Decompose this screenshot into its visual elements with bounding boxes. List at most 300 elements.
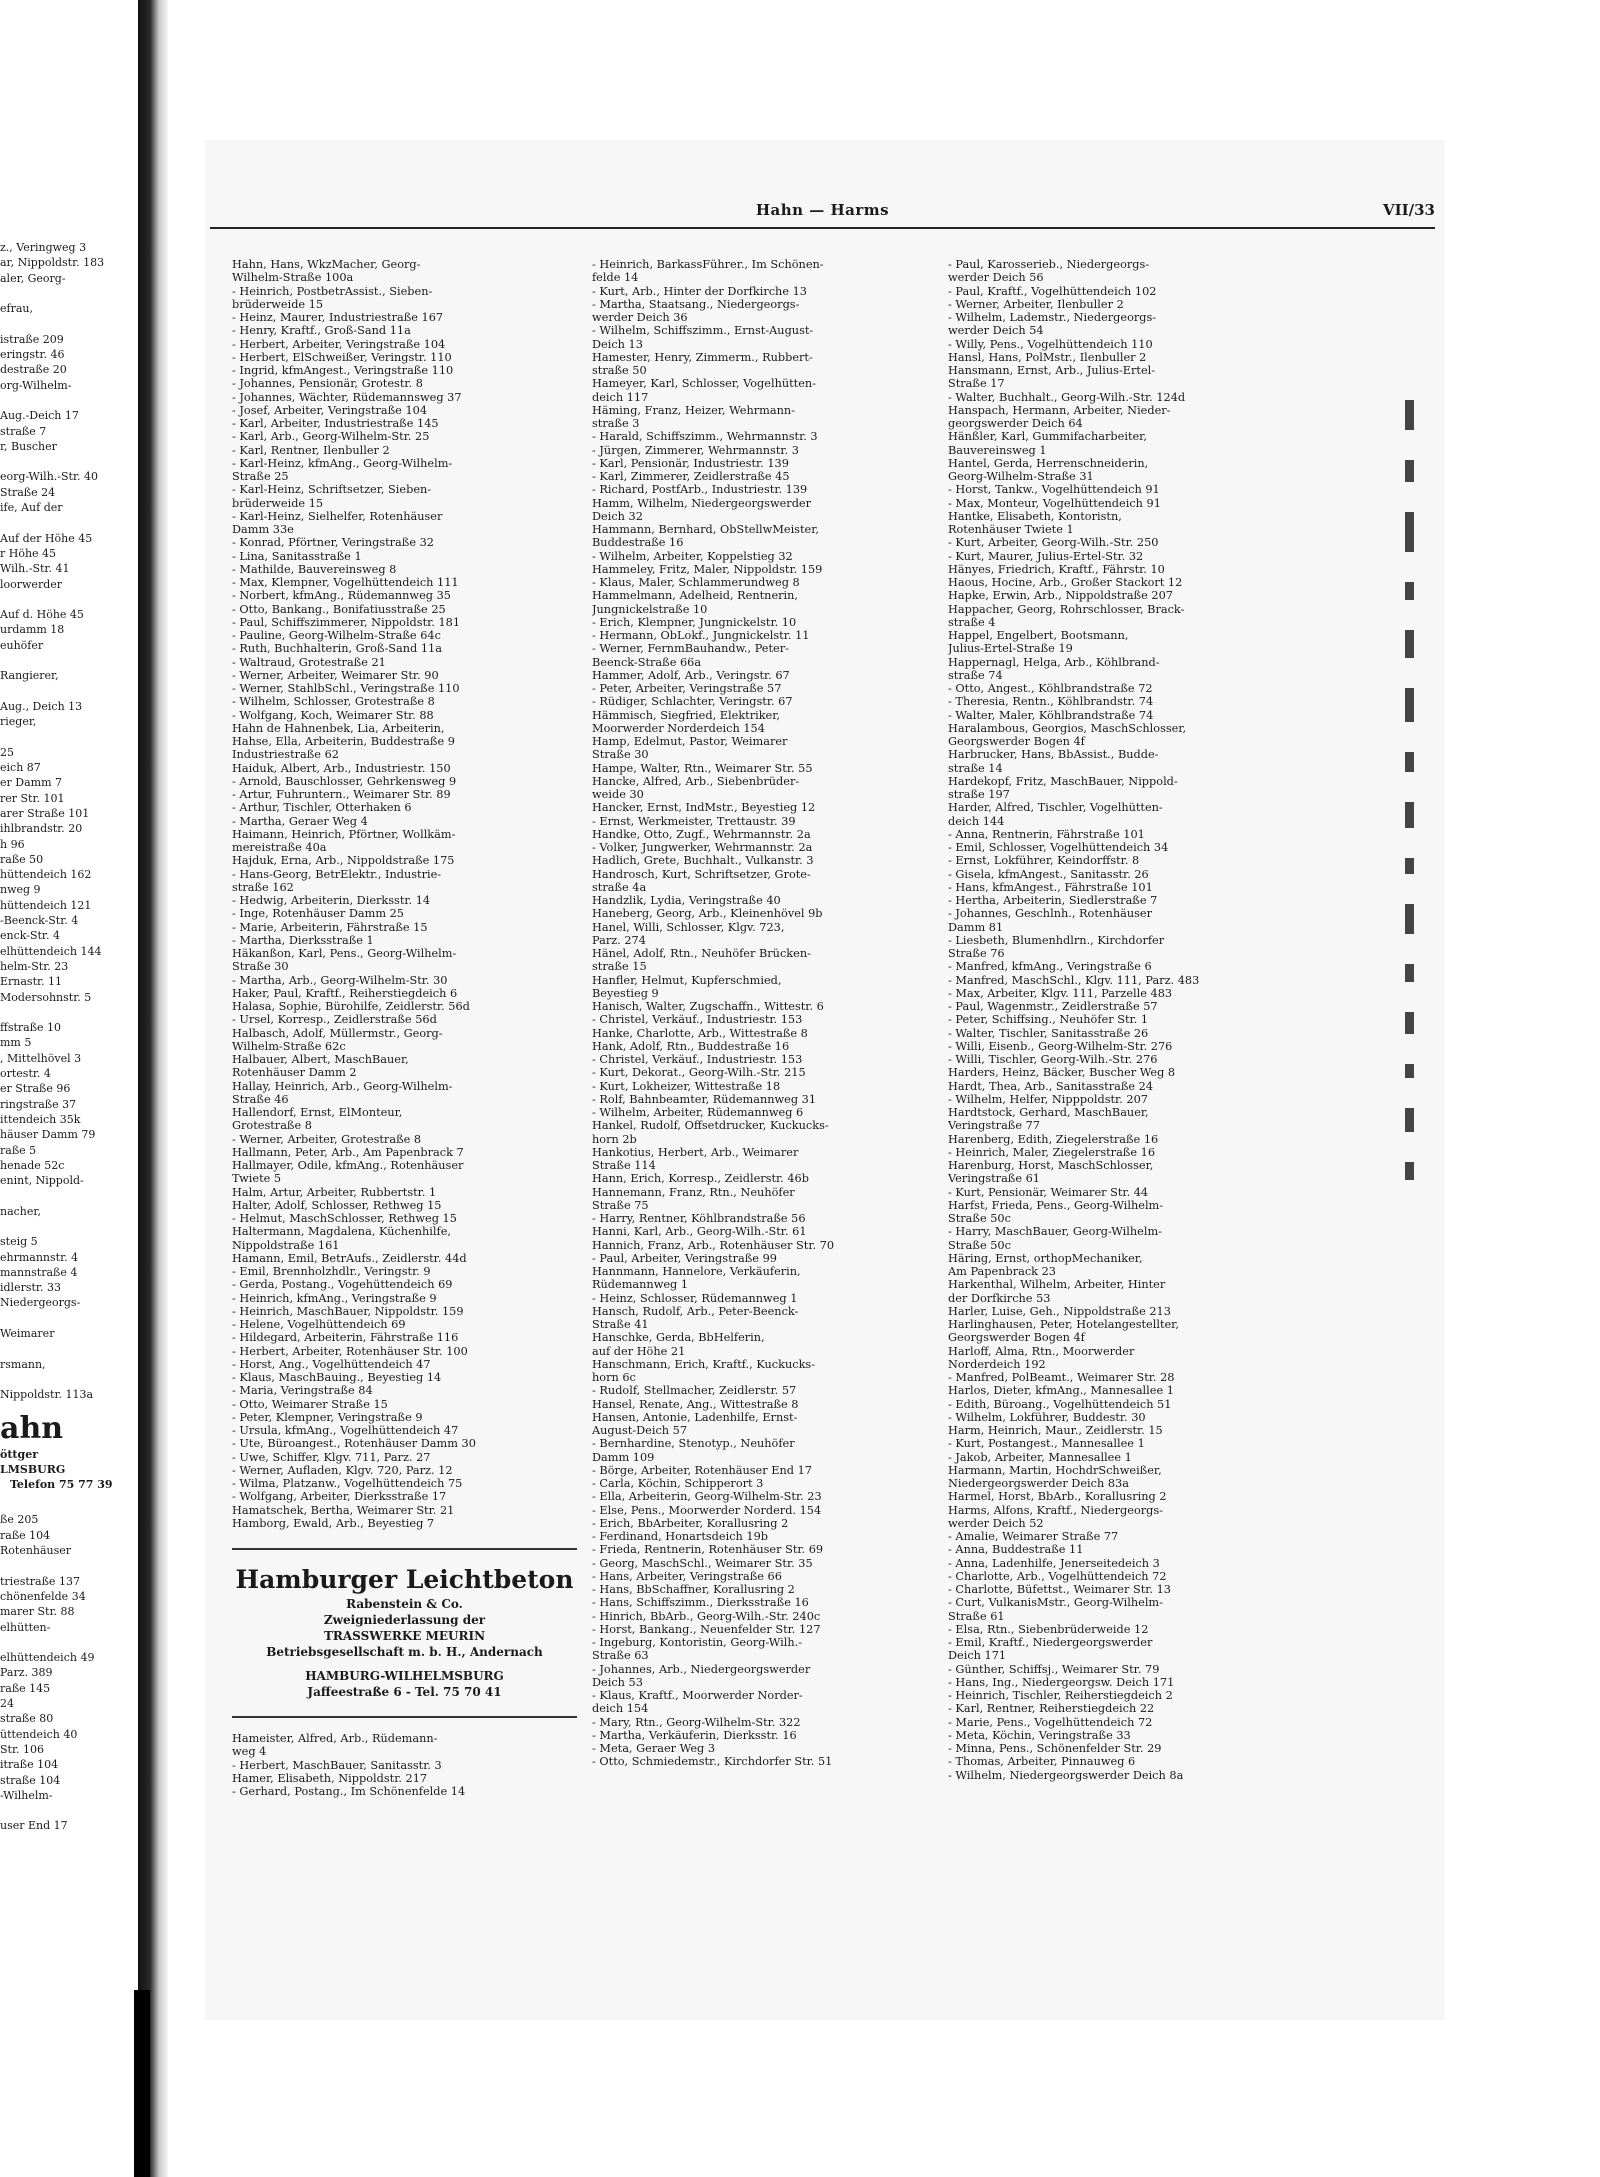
directory-entry: Hanke, Charlotte, Arb., Wittestraße 8 <box>592 1026 808 1040</box>
directory-entry: - Georg, MaschSchl., Weimarer Str. 35 <box>592 1556 813 1570</box>
directory-entry: - Paul, Schiffszimmerer, Nippoldstr. 181 <box>232 615 461 629</box>
directory-entry: Straße 61 <box>948 1609 1005 1623</box>
left-page-line: -Wilhelm- <box>0 1788 53 1802</box>
directory-entry: - Ella, Arbeiterin, Georg-Wilhelm-Str. 23 <box>592 1490 822 1504</box>
directory-entry: - Ruth, Buchhalterin, Groß-Sand 11a <box>232 642 442 656</box>
directory-entry: - Meta, Köchin, Veringstraße 33 <box>948 1728 1131 1742</box>
directory-entry: Hapke, Erwin, Arb., Nippoldstraße 207 <box>948 589 1173 603</box>
left-page-line: straße 7 <box>0 424 47 438</box>
directory-entry: werder Deich 54 <box>948 324 1044 338</box>
directory-entry: auf der Höhe 21 <box>592 1344 686 1358</box>
left-page-line: mannstraße 4 <box>0 1265 78 1279</box>
directory-entry: Hamann, Emil, BetrAufs., Zeidlerstr. 44d <box>232 1251 467 1265</box>
left-page-line: ihlbrandstr. 20 <box>0 822 83 836</box>
left-page-line: ar, Nippoldstr. 183 <box>0 256 105 270</box>
directory-entry: Wilhelm-Straße 100a <box>232 271 354 285</box>
directory-entry: - Konrad, Pförtner, Veringstraße 32 <box>232 536 434 550</box>
directory-entry: Georgswerder Bogen 4f <box>948 735 1085 748</box>
directory-entry: - Gerhard, Postang., Im Schönenfelde 14 <box>232 1785 466 1798</box>
directory-entry: Veringstraße 77 <box>948 1119 1040 1133</box>
directory-entry: - Manfred, PolBeamt., Weimarer Str. 28 <box>948 1371 1175 1384</box>
directory-entry: - Kurt, Arb., Hinter der Dorfkirche 13 <box>592 284 807 298</box>
directory-entry: Handke, Otto, Zugf., Wehrmannstr. 2a <box>592 827 811 841</box>
directory-entry: - Hans, Arbeiter, Veringstraße 66 <box>592 1569 782 1583</box>
directory-entry: Halter, Adolf, Schlosser, Rethweg 15 <box>232 1198 442 1212</box>
left-page-line: Wilh.-Str. 41 <box>0 562 70 576</box>
left-page-line: Auf der Höhe 45 <box>0 531 93 545</box>
directory-entry: felde 14 <box>592 271 639 285</box>
directory-entry: - Kurt, Postangest., Mannesallee 1 <box>948 1437 1145 1451</box>
directory-entry: - Kurt, Dekorat., Georg-Wilh.-Str. 215 <box>592 1066 806 1080</box>
directory-entry: Hardekopf, Fritz, MaschBauer, Nippold- <box>948 774 1178 788</box>
directory-entry: - Werner, StahlbSchl., Veringstraße 110 <box>232 682 460 695</box>
directory-entry: Harkenthal, Wilhelm, Arbeiter, Hinter <box>948 1278 1166 1292</box>
directory-entry: - Wilhelm, Arbeiter, Rüdemannweg 6 <box>592 1106 804 1119</box>
directory-entry: Deich 32 <box>592 509 643 523</box>
directory-entry: Haneberg, Georg, Arb., Kleinenhövel 9b <box>592 907 823 921</box>
directory-entry: der Dorfkirche 53 <box>948 1291 1051 1305</box>
directory-entry: - Martha, Dierksstraße 1 <box>232 933 374 947</box>
directory-entry: - Meta, Geraer Weg 3 <box>592 1742 716 1755</box>
directory-entry: - Wilhelm, Schiffszimm., Ernst-August- <box>592 324 814 338</box>
left-page-line: eich 87 <box>0 761 41 775</box>
directory-entry: - Karl, Rentner, Ilenbuller 2 <box>232 443 390 457</box>
directory-entry: - Wilhelm, Lademstr., Niedergeorgs- <box>948 311 1157 324</box>
directory-entry: Hansmann, Ernst, Arb., Julius-Ertel- <box>948 364 1156 377</box>
directory-entry: - Wilhelm, Helfer, Nipppoldstr. 207 <box>948 1092 1148 1106</box>
directory-entry: - Hertha, Arbeiterin, Siedlerstraße 7 <box>948 894 1158 907</box>
directory-entry: - Curt, VulkanisMstr., Georg-Wilhelm- <box>948 1596 1163 1610</box>
directory-entry: deich 144 <box>948 814 1005 828</box>
left-page-line: raße 50 <box>0 852 44 866</box>
directory-entry: - Heinrich, Tischler, Reiherstiegdeich 2 <box>948 1689 1173 1702</box>
directory-entry: Harler, Luise, Geh., Nippoldstraße 213 <box>948 1304 1171 1318</box>
directory-entry: Grotestraße 8 <box>232 1119 312 1133</box>
left-page-line: ringstraße 37 <box>0 1097 77 1111</box>
directory-entry: - Anna, Ladenhilfe, Jenerseitedeich 3 <box>948 1556 1160 1570</box>
directory-entry: Hansch, Rudolf, Arb., Peter-Beenck- <box>592 1304 799 1318</box>
directory-entry: - Marie, Arbeiterin, Fährstraße 15 <box>232 920 428 934</box>
left-page-line: arer Straße 101 <box>0 806 90 820</box>
left-page-line: ehrmannstr. 4 <box>0 1250 79 1264</box>
directory-entry: - Paul, Arbeiter, Veringstraße 99 <box>592 1251 777 1265</box>
header-rule <box>210 227 1435 229</box>
page-title: Hahn — Harms <box>755 201 890 219</box>
directory-entry: - Charlotte, Arb., Vogelhüttendeich 72 <box>948 1569 1167 1583</box>
left-page-line: helm-Str. 23 <box>0 959 69 973</box>
left-page-line: Rotenhäuser <box>0 1544 72 1558</box>
directory-entry: - Ferdinand, Honartsdeich 19b <box>592 1530 768 1543</box>
left-page-line: idlerstr. 33 <box>0 1281 61 1295</box>
directory-entry: - Otto, Weimarer Straße 15 <box>232 1397 388 1411</box>
directory-entry: Haralambous, Georgios, MaschSchlosser, <box>948 721 1187 735</box>
page-edge-marks <box>1405 400 1419 1980</box>
directory-entry: - Ingeburg, Kontoristin, Georg-Wilh.- <box>592 1636 803 1649</box>
directory-entry: - Amalie, Weimarer Straße 77 <box>948 1530 1119 1543</box>
directory-entry: - Karl, Arb., Georg-Wilhelm-Str. 25 <box>232 430 430 444</box>
directory-entry: - Johannes, Geschlnh., Rotenhäuser <box>948 907 1152 921</box>
directory-entry: Damm 109 <box>592 1450 655 1464</box>
directory-entry: - Mary, Rtn., Georg-Wilhelm-Str. 322 <box>592 1715 801 1729</box>
directory-entry: Norderdeich 192 <box>948 1357 1046 1371</box>
directory-entry: Harm, Heinrich, Maur., Zeidlerstr. 15 <box>948 1424 1163 1437</box>
directory-entry: Harmel, Horst, BbArb., Korallusring 2 <box>948 1490 1167 1504</box>
directory-entry: - Werner, Arbeiter, Grotestraße 8 <box>232 1132 422 1146</box>
left-page-line <box>0 454 132 469</box>
directory-entry: - Hermann, ObLokf., Jungnickelstr. 11 <box>592 629 810 642</box>
directory-entry: Deich 53 <box>592 1675 643 1689</box>
directory-entry: mereistraße 40a <box>232 841 327 854</box>
directory-entry: Hänßler, Karl, Gummifacharbeiter, <box>948 430 1147 444</box>
directory-entry: Halbasch, Adolf, Müllermstr., Georg- <box>232 1026 443 1040</box>
left-page-line: nacher, <box>0 1204 41 1218</box>
directory-entry: - Herbert, ElSchweißer, Veringstr. 110 <box>232 350 452 364</box>
left-page-line: elhütten- <box>0 1620 51 1634</box>
left-page-line: -Beenck-Str. 4 <box>0 914 79 928</box>
directory-entry: Halbauer, Albert, MaschBauer, <box>232 1053 409 1066</box>
directory-entry: Hantel, Gerda, Herrenschneiderin, <box>948 456 1149 470</box>
directory-entry: - Karl, Pensionär, Industriestr. 139 <box>592 456 789 470</box>
directory-entry: Hanni, Karl, Arb., Georg-Wilh.-Str. 61 <box>592 1225 807 1239</box>
directory-entry: - Karl, Rentner, Reiherstiegdeich 22 <box>948 1702 1155 1716</box>
directory-entry: - Maria, Veringstraße 84 <box>232 1384 373 1398</box>
left-page-line: häuser Damm 79 <box>0 1128 96 1142</box>
directory-entry: Häming, Franz, Heizer, Wehrmann- <box>592 403 795 417</box>
running-header <box>210 195 1435 225</box>
directory-entry: Rotenhäuser Damm 2 <box>232 1066 357 1080</box>
directory-entry: - Klaus, Kraftf., Moorwerder Norder- <box>592 1689 803 1702</box>
directory-entry: - Walter, Maler, Köhlbrandstraße 74 <box>948 708 1154 722</box>
directory-entry: straße 4 <box>948 615 996 629</box>
directory-entry: - Herbert, Arbeiter, Rotenhäuser Str. 100 <box>232 1344 468 1358</box>
directory-entry: - Martha, Staatsang., Niedergeorgs- <box>592 297 800 311</box>
directory-entry: - Rüdiger, Schlachter, Veringstr. 67 <box>592 695 793 709</box>
directory-entry: Hardtstock, Gerhard, MaschBauer, <box>948 1106 1149 1119</box>
directory-entry: straße 74 <box>948 668 1003 682</box>
left-page-line <box>0 1372 132 1387</box>
left-page-line: , Mittelhövel 3 <box>0 1051 82 1065</box>
directory-entry: - Klaus, MaschBauing., Beyestieg 14 <box>232 1371 442 1384</box>
left-page-line: urdamm 18 <box>0 623 65 637</box>
left-page-tail <box>0 1512 132 1833</box>
directory-entry: - Manfred, MaschSchl., Klgv. 111, Parz. 483 <box>948 973 1200 987</box>
book-spine <box>138 0 168 2177</box>
directory-entry: Hadlich, Grete, Buchhalt., Vulkanstr. 3 <box>592 854 814 868</box>
directory-entry: - Heinrich, BarkassFührer., Im Schönen- <box>592 258 824 271</box>
left-page-line: Parz. 389 <box>0 1666 53 1680</box>
directory-entry: Am Papenbrack 23 <box>948 1265 1056 1278</box>
directory-entry: - Jürgen, Zimmerer, Wehrmannstr. 3 <box>592 443 799 457</box>
directory-entry: Hammann, Bernhard, ObStellwMeister, <box>592 523 819 536</box>
left-page-line: destraße 20 <box>0 363 67 377</box>
left-page-line: Modersohnstr. 5 <box>0 990 92 1004</box>
directory-entry: - Johannes, Arb., Niedergeorgswerder <box>592 1662 811 1676</box>
directory-entry: - Rolf, Bahnbeamter, Rüdemannweg 31 <box>592 1092 817 1106</box>
left-page-line: ittendeich 35k <box>0 1112 81 1126</box>
left-page-line: Straße 24 <box>0 485 56 499</box>
left-page-line: Str. 106 <box>0 1742 44 1756</box>
left-page-line: 24 <box>0 1697 14 1711</box>
left-page-line: marer Str. 88 <box>0 1605 75 1619</box>
directory-entry: Straße 50c <box>948 1212 1011 1225</box>
left-page-line <box>0 1558 132 1573</box>
directory-entry: Straße 75 <box>592 1198 649 1212</box>
directory-entry: Harlinghausen, Peter, Hotelangestellter, <box>948 1318 1179 1331</box>
directory-entry: Hanspach, Hermann, Arbeiter, Nieder- <box>948 403 1171 417</box>
directory-entry: - Ingrid, kfmAngest., Veringstraße 110 <box>232 364 454 377</box>
directory-entry: Harloff, Alma, Rtn., Moorwerder <box>948 1344 1135 1358</box>
directory-entry: Straße 41 <box>592 1318 649 1331</box>
directory-entry: Harenburg, Horst, MaschSchlosser, <box>948 1159 1154 1172</box>
directory-entry: Hamp, Edelmut, Pastor, Weimarer <box>592 735 788 748</box>
directory-entry: - Kurt, Maurer, Julius-Ertel-Str. 32 <box>948 549 1144 563</box>
directory-entry: - Ute, Büroangest., Rotenhäuser Damm 30 <box>232 1437 476 1451</box>
directory-entry: Straße 50c <box>948 1238 1011 1252</box>
directory-entry: Hammelmann, Adelheid, Rentnerin, <box>592 589 799 603</box>
directory-entry: Rüdemannweg 1 <box>592 1278 689 1292</box>
column-3 <box>948 258 1293 1782</box>
column-2 <box>592 258 937 1769</box>
left-page-line: steig 5 <box>0 1235 38 1249</box>
directory-entry: Hank, Adolf, Rtn., Buddestraße 16 <box>592 1039 790 1053</box>
directory-entry: Straße 76 <box>948 947 1005 960</box>
directory-entry: Industriestraße 62 <box>232 748 339 762</box>
directory-entry: - Otto, Schmiedemstr., Kirchdorfer Str. 51 <box>592 1755 833 1769</box>
directory-entry: - Wolfgang, Koch, Weimarer Str. 88 <box>232 708 434 722</box>
directory-entry: - Uwe, Schiffer, Klgv. 711, Parz. 27 <box>232 1450 431 1464</box>
directory-entry: Buddestraße 16 <box>592 536 684 550</box>
directory-entry: - Heinz, Maurer, Industriestraße 167 <box>232 311 444 324</box>
left-page-line: eringstr. 46 <box>0 348 65 362</box>
directory-entry: - Max, Arbeiter, Klgv. 111, Parzelle 483 <box>948 986 1173 1000</box>
directory-entry: - Willi, Tischler, Georg-Wilh.-Str. 276 <box>948 1053 1158 1066</box>
directory-entry: - Hinrich, BbArb., Georg-Wilh.-Str. 240c <box>592 1609 821 1623</box>
left-ad-line: LMSBURG <box>0 1462 66 1476</box>
directory-entry: deich 117 <box>592 390 649 404</box>
directory-entry: - Karl-Heinz, Sielhelfer, Rotenhäuser <box>232 509 443 523</box>
left-page-line: raße 145 <box>0 1681 51 1695</box>
directory-entry: - Karl-Heinz, Schriftsetzer, Sieben- <box>232 483 432 497</box>
column-1-tail <box>232 1732 577 1798</box>
directory-entry: brüderweide 15 <box>232 297 324 311</box>
left-page-line: Niedergeorgs- <box>0 1296 81 1310</box>
directory-entry: Häring, Ernst, orthopMechaniker, <box>948 1251 1143 1265</box>
left-page-line: istraße 209 <box>0 332 64 346</box>
directory-entry: Damm 81 <box>948 920 1004 934</box>
left-page-line: elhüttendeich 144 <box>0 944 102 958</box>
directory-entry: - Willi, Eisenb., Georg-Wilhelm-Str. 276 <box>948 1039 1173 1053</box>
directory-entry: Julius-Ertel-Straße 19 <box>948 642 1073 656</box>
left-page-line: user End 17 <box>0 1819 68 1833</box>
page-number: VII/33 <box>1382 201 1435 219</box>
directory-entry: Jungnickelstraße 10 <box>592 602 708 616</box>
directory-entry: - Harald, Schiffszimm., Wehrmannstr. 3 <box>592 430 818 444</box>
left-page-fragment <box>0 240 132 2040</box>
directory-entry: Moorwerder Norderdeich 154 <box>592 721 765 735</box>
directory-entry: straße 4a <box>592 880 647 894</box>
directory-entry: Handzlik, Lydia, Veringstraße 40 <box>592 894 781 907</box>
column-1 <box>232 258 577 1798</box>
directory-entry: August-Deich 57 <box>592 1424 688 1437</box>
directory-entry: Hamester, Henry, Zimmerm., Rubbert- <box>592 350 813 364</box>
directory-entry: - Martha, Arb., Georg-Wilhelm-Str. 30 <box>232 973 448 987</box>
left-page-line: rieger, <box>0 715 37 729</box>
directory-entry: Harder, Alfred, Tischler, Vogelhütten- <box>948 801 1163 815</box>
directory-entry: Hancke, Alfred, Arb., Siebenbrüder- <box>592 774 800 788</box>
directory-entry: Hajduk, Erna, Arb., Nippoldstraße 175 <box>232 854 455 868</box>
left-page-line: nweg 9 <box>0 883 41 897</box>
left-page-line: Weimarer <box>0 1327 55 1341</box>
directory-entry: - Wilma, Platzanw., Vogelhüttendeich 75 <box>232 1477 463 1490</box>
directory-entry: Hanel, Willi, Schlosser, Klgv. 723, <box>592 920 785 934</box>
left-page-line: ortestr. 4 <box>0 1067 51 1081</box>
directory-entry: Deich 171 <box>948 1649 1007 1663</box>
directory-entry: - Paul, Karosserieb., Niedergeorgs- <box>948 258 1150 271</box>
directory-entry: - Harry, Rentner, Köhlbrandstraße 56 <box>592 1212 806 1225</box>
left-ad-phone: Telefon 75 77 39 <box>10 1478 113 1492</box>
directory-entry: - Norbert, kfmAng., Rüdemannweg 35 <box>232 589 451 603</box>
directory-entry: Rotenhäuser Twiete 1 <box>948 523 1074 536</box>
directory-entry: - Minna, Pens., Schönenfelder Str. 29 <box>948 1742 1162 1755</box>
directory-entry: - Marie, Pens., Vogelhüttendeich 72 <box>948 1715 1153 1729</box>
directory-entry: - Karl-Heinz, kfmAng., Georg-Wilhelm- <box>232 456 453 470</box>
directory-entry: Hallmayer, Odile, kfmAng., Rotenhäuser <box>232 1159 464 1172</box>
left-page-line <box>0 1188 132 1203</box>
directory-entry: - Frieda, Rentnerin, Rotenhäuser Str. 69 <box>592 1543 824 1557</box>
directory-entry: Harmann, Martin, HochdrSchweißer, <box>948 1463 1162 1477</box>
directory-entry: Harms, Alfons, Kraftf., Niedergeorgs- <box>948 1503 1163 1517</box>
directory-entry: Hankotius, Herbert, Arb., Weimarer <box>592 1145 799 1159</box>
directory-entry: - Helene, Vogelhüttendeich 69 <box>232 1318 406 1331</box>
directory-entry: - Martha, Geraer Weg 4 <box>232 814 368 828</box>
directory-entry: Hamer, Elisabeth, Nippoldstr. 217 <box>232 1771 428 1785</box>
directory-entry: - Gerda, Postang., Vogehüttendeich 69 <box>232 1278 453 1292</box>
directory-entry: Hanfler, Helmut, Kupferschmied, <box>592 973 782 987</box>
directory-entry: - Heinrich, PostbetrAssist., Sieben- <box>232 284 433 298</box>
directory-entry: - Paul, Wagenmstr., Zeidlerstraße 57 <box>948 1000 1158 1013</box>
directory-entry: - Otto, Angest., Köhlbrandstraße 72 <box>948 682 1153 695</box>
directory-entry: - Hedwig, Arbeiterin, Dierksstr. 14 <box>232 894 431 907</box>
directory-entry: werder Deich 36 <box>592 311 688 324</box>
directory-entry: - Ursel, Korresp., Zeidlerstraße 56d <box>232 1013 437 1027</box>
directory-entry: - Josef, Arbeiter, Veringstraße 104 <box>232 403 428 417</box>
left-page-line: h 96 <box>0 837 25 851</box>
directory-entry: - Anna, Rentnerin, Fährstraße 101 <box>948 827 1145 841</box>
directory-entry: horn 2b <box>592 1132 637 1146</box>
directory-entry: Hallendorf, Ernst, ElMonteur, <box>232 1106 403 1119</box>
directory-entry: - Arthur, Tischler, Otterhaken 6 <box>232 801 412 815</box>
left-page-line: hüttendeich 162 <box>0 868 92 882</box>
left-page-line: ffstraße 10 <box>0 1021 62 1035</box>
directory-entry: - Werner, Aufladen, Klgv. 720, Parz. 12 <box>232 1463 453 1477</box>
directory-entry: - Elsa, Rtn., Siebenbrüderweide 12 <box>948 1622 1149 1636</box>
left-page-line: loorwerder <box>0 577 63 591</box>
directory-entry: - Erich, BbArbeiter, Korallusring 2 <box>592 1516 789 1530</box>
directory-entry: - Ernst, Lokführer, Keindorffstr. 8 <box>948 854 1140 868</box>
directory-entry: - Paul, Kraftf., Vogelhüttendeich 102 <box>948 284 1157 298</box>
directory-entry: Happel, Engelbert, Bootsmann, <box>948 629 1129 642</box>
left-page-line: z., Veringweg 3 <box>0 241 87 254</box>
left-page-line <box>0 730 132 745</box>
directory-entry: - Günther, Schiffsj., Weimarer Str. 79 <box>948 1662 1160 1676</box>
directory-entry: Hallay, Heinrich, Arb., Georg-Wilhelm- <box>232 1079 453 1093</box>
left-page-line: Nippoldstr. 113a <box>0 1388 94 1402</box>
directory-entry: - Johannes, Pensionär, Grotestr. 8 <box>232 377 423 391</box>
directory-entry: Halm, Artur, Arbeiter, Rubbertstr. 1 <box>232 1185 437 1199</box>
directory-entry: Niedergeorgswerder Deich 83a <box>948 1477 1129 1490</box>
directory-entry: Hannmann, Hannelore, Verkäuferin, <box>592 1265 801 1278</box>
directory-entry: Hanschmann, Erich, Kraftf., Kuckucks- <box>592 1357 816 1371</box>
advert-title: Hamburger Leichtbeton <box>235 1565 574 1594</box>
left-page-line: eorg-Wilh.-Str. 40 <box>0 470 98 484</box>
directory-entry: Hantke, Elisabeth, Kontoristn, <box>948 509 1122 523</box>
directory-entry: - Harry, MaschBauer, Georg-Wilhelm- <box>948 1225 1162 1239</box>
directory-entry: - Hans-Georg, BetrElektr., Industrie- <box>232 867 442 881</box>
directory-entry: - Heinrich, MaschBauer, Nippoldstr. 159 <box>232 1304 464 1318</box>
directory-entry: Häkanßon, Karl, Pens., Georg-Wilhelm- <box>232 947 457 960</box>
column-3-entries <box>948 258 1293 1782</box>
left-page-line <box>0 1341 132 1356</box>
directory-entry: Veringstraße 61 <box>948 1172 1040 1186</box>
directory-entry: - Johannes, Wächter, Rüdemannsweg 37 <box>232 390 462 404</box>
directory-entry: - Thomas, Arbeiter, Pinnauweg 6 <box>948 1755 1136 1769</box>
left-page-line: üttendeich 40 <box>0 1727 78 1741</box>
left-page-line <box>0 684 132 699</box>
directory-entry: - Kurt, Arbeiter, Georg-Wilh.-Str. 250 <box>948 536 1159 550</box>
directory-entry: Hammeley, Fritz, Maler, Nippoldstr. 159 <box>592 562 823 576</box>
directory-entry: - Walter, Buchhalt., Georg-Wilh.-Str. 124d <box>948 390 1186 404</box>
directory-entry: Harbrucker, Hans, BbAssist., Budde- <box>948 748 1159 762</box>
directory-entry: Hameister, Alfred, Arb., Rüdemann- <box>232 1732 438 1745</box>
directory-entry: Haiduk, Albert, Arb., Industriestr. 150 <box>232 761 451 775</box>
directory-entry: - Rudolf, Stellmacher, Zeidlerstr. 57 <box>592 1384 797 1398</box>
directory-entry: - Peter, Klempner, Veringstraße 9 <box>232 1410 423 1424</box>
directory-entry: - Hans, Schiffszimm., Dierksstraße 16 <box>592 1596 809 1610</box>
left-page-line: 25 <box>0 745 14 759</box>
directory-entry: weide 30 <box>592 788 644 801</box>
left-page-line: er Straße 96 <box>0 1082 71 1096</box>
directory-entry: - Heinz, Schlosser, Rüdemannweg 1 <box>592 1291 798 1305</box>
directory-entry: - Hildegard, Arbeiterin, Fährstraße 116 <box>232 1331 459 1345</box>
directory-entry: Haker, Paul, Kraftf., Reiherstiegdeich 6 <box>232 986 458 1000</box>
left-page-line <box>0 1803 132 1818</box>
directory-entry: Haous, Hocine, Arb., Großer Stackort 12 <box>948 576 1183 589</box>
left-page-line <box>0 592 132 607</box>
left-page-line: Aug.-Deich 17 <box>0 409 79 423</box>
left-ad-big: ahn <box>0 1410 64 1446</box>
directory-entry: - Karl, Arbeiter, Industriestraße 145 <box>232 417 439 430</box>
directory-entry: - Richard, PostfArb., Industriestr. 139 <box>592 483 808 497</box>
directory-entry: - Börge, Arbeiter, Rotenhäuser End 17 <box>592 1463 812 1477</box>
column-2-entries <box>592 258 937 1769</box>
directory-entry: - Wilhelm, Schlosser, Grotestraße 8 <box>232 695 435 709</box>
left-page-line: Rangierer, <box>0 669 59 683</box>
directory-entry: Nippoldstraße 161 <box>232 1238 340 1252</box>
left-page-line <box>0 1635 132 1650</box>
directory-entry: weg 4 <box>232 1745 267 1759</box>
directory-entry: Hallmann, Peter, Arb., Am Papenbrack 7 <box>232 1145 464 1159</box>
directory-entry: Hämmisch, Siegfried, Elektriker, <box>592 708 780 722</box>
directory-entry: - Anna, Buddestraße 11 <box>948 1543 1084 1557</box>
advert-line: Zweigniederlassung der <box>323 1613 486 1627</box>
left-page-line: Auf d. Höhe 45 <box>0 608 84 622</box>
left-page-line <box>0 286 132 301</box>
directory-entry: Straße 30 <box>232 960 289 974</box>
left-page-line <box>0 1005 132 1020</box>
directory-entry: Hänyes, Friedrich, Kraftf., Fährstr. 10 <box>948 562 1165 576</box>
directory-entry: - Charlotte, Büfettst., Weimarer Str. 13 <box>948 1583 1171 1596</box>
directory-entry: - Helmut, MaschSchlosser, Rethweg 15 <box>232 1212 457 1225</box>
